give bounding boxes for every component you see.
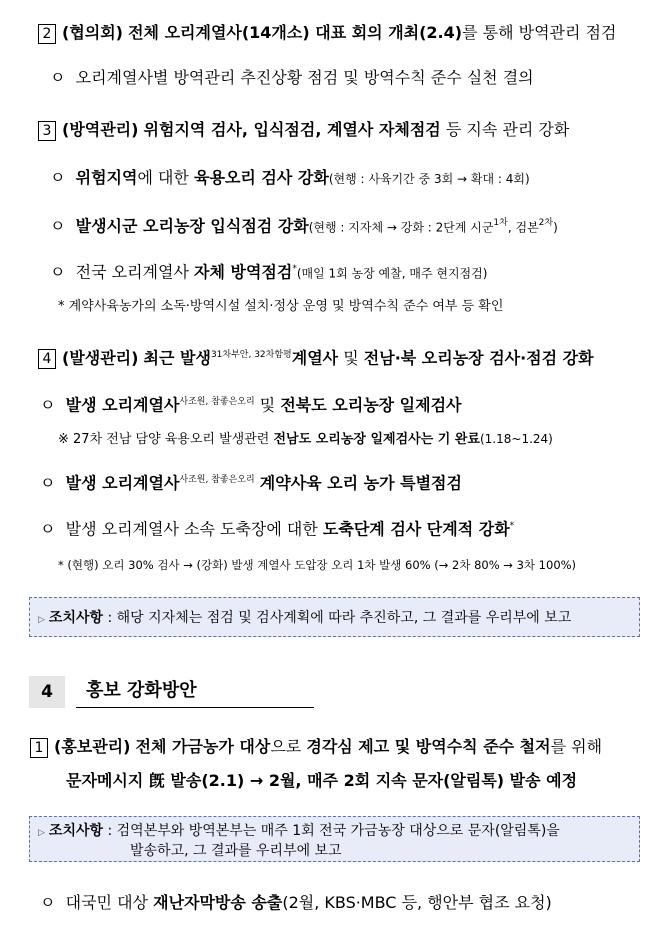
item-3-sub-3: ㅇ 전국 오리계열사 자체 방역점검*(매일 1회 농장 예찰, 매주 현지점검) (50, 262, 488, 282)
item-3-line: 3 (방역관리) 위험지역 검사, 입식점검, 계열사 자체점검 등 지속 관리 강화 (38, 119, 569, 141)
item-2-sub-line: ㅇ 오리계열사별 방역관리 추진상황 점검 및 방역수칙 준수 실천 결의 (50, 68, 534, 87)
pr-item-1-line-2: 문자메시지 旣 발송(2.1) → 2월, 매주 2회 지속 문자(알림톡) 발송 예정 (66, 771, 578, 790)
item-3-footnote: * 계약사육농가의 소독·방역시설 설치·정상 운영 및 방역수칙 준수 여부 등 확인 (58, 299, 504, 314)
item-4-sub-3: ㅇ 발생 오리계열사 소속 도축장에 대한 도축단계 검사 단계적 강화* (40, 519, 515, 539)
action-box-1 (29, 597, 640, 637)
item-4-sub-1: ㅇ 발생 오리계열사$^{사조원, 참좋은오리}$ 및 전북도 오리농장 일제검사 (40, 395, 462, 415)
item-3-sub-2: ㅇ 발생시군 오리농장 입식점검 강화(현행 : 지자체 → 강화 : 2단계 시군$^{1차}$, 검본$^{2차}$) (50, 216, 558, 236)
triangle-right-icon: ▷ (38, 615, 45, 625)
section-divider (76, 707, 314, 708)
action-box-1-text: ▷ 조치사항 : 해당 지자체는 점검 및 검사계획에 따라 추진하고, 그 결과를 우리부에 보고 (38, 610, 572, 626)
item-4-note-1: ※ 27차 전남 담양 육용오리 발생관련 전남도 오리농장 일제검사는 기 완료(1.18~1.24) (58, 432, 553, 447)
item-2-line: 2 (협의회) 전체 오리계열사(14개소) 대표 회의 개최(2.4)를 통해 방역관리 점검 (38, 22, 616, 44)
section-number: 4 (29, 676, 65, 708)
item-number-box: 1 (30, 738, 48, 758)
triangle-right-icon: ▷ (38, 828, 45, 838)
item-4-note-2: * (현행) 오리 30% 검사 → (강화) 발생 계열사 도압장 오리 1차 발생 60% (→ 2차 80% → 3차 100%) (58, 558, 577, 572)
item-3-sub-1: ㅇ 위험지역에 대한 육용오리 검사 강화(현행 : 사육기간 중 3회 → 확대 : 4회) (50, 168, 530, 187)
action-box-2 (29, 816, 640, 862)
action-box-2-text-1: ▷ 조치사항 : 검역본부와 방역본부는 매주 1회 전국 가금농장 대상으로 문자(알림톡)을 (38, 823, 560, 839)
pr-sub-line: ㅇ 대국민 대상 재난자막방송 송출(2월, KBS·MBC 등, 행안부 협조 요청) (40, 893, 552, 912)
item-4-sub-2: ㅇ 발생 오리계열사$^{사조원, 참좋은오리}$ 계약사육 오리 농가 특별점검 (40, 473, 462, 493)
pr-item-1-line: 1 (홍보관리) 전체 가금농가 대상으로 경각심 제고 및 방역수칙 준수 철저를 위해 (30, 736, 602, 758)
item-number-box: 2 (38, 24, 56, 44)
section-title: 홍보 강화방안 (86, 680, 197, 701)
item-number-box: 3 (38, 121, 56, 141)
action-box-2-text-2: 발송하고, 그 결과를 우리부에 보고 (130, 843, 342, 859)
item-number-box: 4 (38, 349, 56, 369)
item-4-line: 4 (발생관리) 최근 발생$^{31차부안, 32차함평}$계열사 및 전남·북 오리농장 검사·점검 강화 (38, 344, 594, 369)
